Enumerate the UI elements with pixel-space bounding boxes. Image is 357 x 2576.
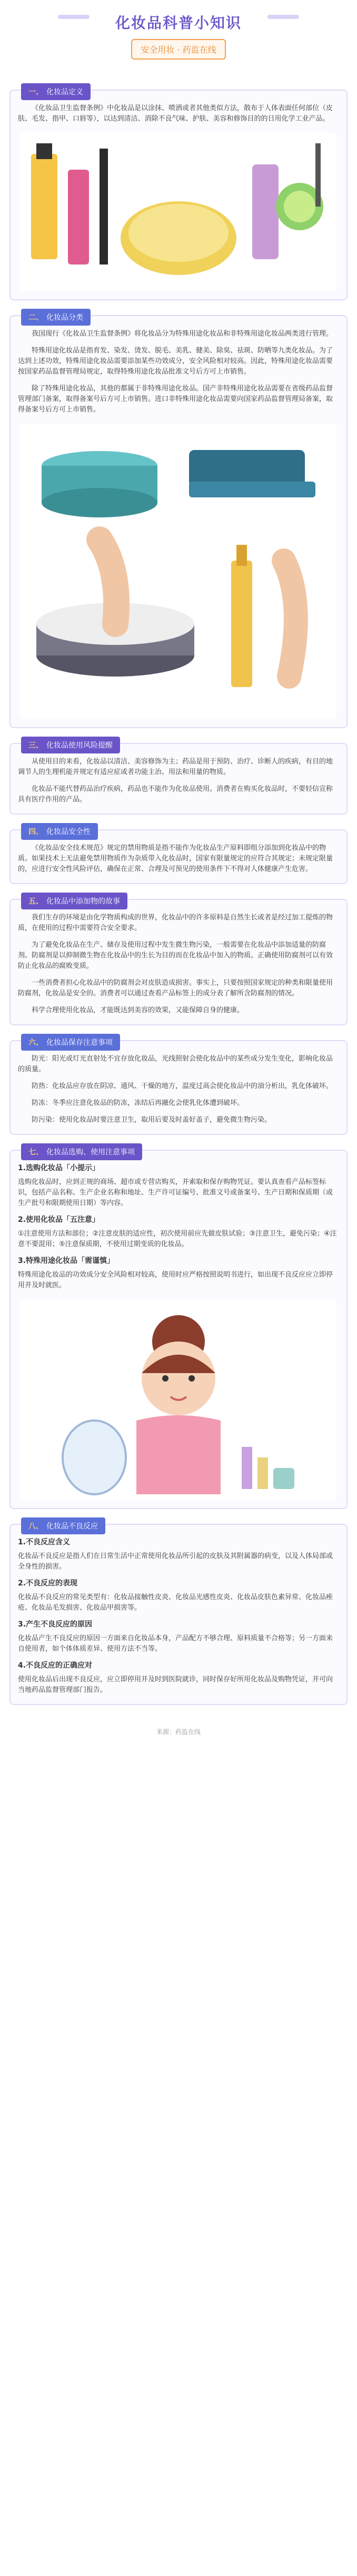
paragraph: 一些消费者担心化妆品中的防腐剂会对皮肤造成损害。事实上，只要按照国家规定的种类和限量使用防腐剂，化妆品是安全的。消费者可以通过查看产品标签上的成分表了解所含防腐剂的情况。 (18, 979, 333, 997)
item-text: 化妆品不良反应是指人们在日常生活中正常使用化妆品所引起的皮肤及其附属器的病变，以及人体局部或全身性的损害。 (18, 1552, 333, 1571)
section-risk-reminder (9, 743, 348, 815)
section-purchase-use (9, 1150, 348, 1509)
item-text: ①注意使用方法和部位；②注意皮肤的适应性，初次使用前应先做皮肤试验；③注意卫生，避免污染；④注意不要混用；⑤注意保质期，不使用过期变质的化妆品。 (18, 1230, 337, 1248)
item-title: 3.产生不良反应的原因 (18, 1620, 93, 1629)
cream-jar-icon (21, 424, 336, 719)
footer-text: 来源：药监在线 (156, 1728, 201, 1736)
section-adverse-reactions (9, 1524, 348, 1705)
girl-icon (21, 1299, 336, 1500)
paragraph: 《化妆品卫生监督条例》中化妆品是以涂抹、喷洒或者其他类似方法，散布于人体表面任何部位（皮肤、毛发、指甲、口唇等），以达到清洁、消除不良气味、护肤、美容和修饰目的的日用化学工业产品。 (18, 104, 333, 123)
paragraph: 科学合理使用化妆品，才能既达到美容的效果，又能保障自身的健康。 (32, 1006, 244, 1014)
paragraph: 我国现行《化妆品卫生监督条例》将化妆品分为特殊用途化妆品和非特殊用途化妆品两类进行管理。 (32, 330, 333, 338)
section-safety (9, 829, 348, 884)
section-tag: 二、 化妆品分类 (21, 309, 91, 326)
girl-illustration (21, 1299, 336, 1500)
item-text: 使用化妆品后出现不良反应，应立即停用并及时到医院就诊，同时保存好所用化妆品及购物凭证，并可向当地药品监督管理部门报告。 (18, 1676, 333, 1694)
section-additives (9, 899, 348, 1025)
section-storage (9, 1040, 348, 1135)
paragraph: 我们生存的环境是由化学物质构成的世界，化妆品中的许多原料是自然生长或者是经过加工提炼的物质，在使用的过程中需要符合安全要求。 (18, 914, 333, 932)
paragraph: 防光：阳光或灯光直射处不宜存放化妆品，光线照射会使化妆品中的某些成分发生变化，影响化妆品的质量。 (18, 1055, 333, 1073)
item-title: 1.不良反应含义 (18, 1538, 71, 1546)
item-title: 2.使用化妆品「五注意」 (18, 1216, 100, 1224)
paragraph: 特殊用途化妆品是指育发、染发、烫发、脱毛、美乳、健美、除臭、祛斑、防晒等九类化妆品。为了达到上述功效，特殊用途化妆品需要添加某些功效成分，安全风险相对较高。因此，特殊用途化妆品需要按国家药品监督管理局规定，取得特殊用途化妆品批准文号后方可上市销售。 (18, 347, 333, 376)
footer (0, 1711, 357, 1790)
paragraph: 《化妆品安全技术规范》规定的禁用物质是指不能作为化妆品生产原料即组分添加到化妆品中的物质。如果技术上无法避免禁用物质作为杂质带入化妆品时，国家有限量规定的应符合其规定；未规定限量的，应进行安全性风险评估，确保在正常、合理及可预见的使用条件下不得对人体健康产生危害。 (18, 844, 333, 873)
section-classification (9, 315, 348, 728)
page-subtitle: 安全用妆 · 药监在线 (131, 39, 225, 60)
section-tag: 一、 化妆品定义 (21, 83, 91, 100)
header (0, 0, 357, 79)
item-title: 4.不良反应的正确应对 (18, 1661, 93, 1670)
section-tag: 六、 化妆品保存注意事项 (21, 1034, 120, 1051)
section-definition (9, 90, 348, 300)
paragraph: 除了特殊用途化妆品，其他的都属于非特殊用途化妆品。国产非特殊用途化妆品需要在省级药品监督管理部门备案，取得备案号后方可上市销售。进口非特殊用途化妆品需要向国家药品监督管理局备案，取得备案号后方可上市销售。 (18, 385, 333, 414)
decor-bar-right (267, 15, 299, 19)
paragraph: 为了避免化妆品在生产、储存及使用过程中发生微生物污染，一般需要在化妆品中添加适量的防腐剂。防腐剂是以抑制微生物在化妆品中的生长为目的而在化妆品中加入的物质。正确使用防腐剂可以有效防止化妆品的腐败变质。 (18, 941, 333, 970)
page-title: 化妆品科普小知识 (115, 14, 242, 32)
section-tag: 四、 化妆品安全性 (21, 823, 98, 840)
decor-bar-left (58, 15, 90, 19)
paragraph: 防污染：使用化妆品时要注意卫生，取用后要及时盖好盖子，避免微生物污染。 (32, 1116, 272, 1124)
item-title: 3.特殊用途化妆品「需谨慎」 (18, 1257, 115, 1265)
section-tag: 五、 化妆品中添加物的故事 (21, 893, 127, 909)
item-title: 2.不良反应的表现 (18, 1579, 78, 1588)
item-text: 特殊用途化妆品的功效成分安全风险相对较高，使用时应严格按照说明书进行，如出现不良反应应立即停用并及时就医。 (18, 1271, 333, 1289)
section-tag: 八、 化妆品不良反应 (21, 1517, 105, 1534)
paragraph: 防热：化妆品应存放在阴凉、通风、干燥的地方，温度过高会使化妆品中的油分析出，乳化体破坏。 (32, 1082, 333, 1090)
cosmetics-icon (21, 133, 336, 291)
section-tag: 三、 化妆品使用风险提醒 (21, 737, 120, 753)
cosmetics-illustration (21, 133, 336, 291)
cream-jars-illustration (21, 424, 336, 719)
item-text: 化妆品不良反应的常见类型有：化妆品接触性皮炎、化妆品光感性皮炎、化妆品皮肤色素异常、化妆品痤疮、化妆品毛发损害、化妆品甲损害等。 (18, 1593, 333, 1612)
paragraph: 防冻：冬季应注意化妆品的防冻，冻结后再融化会使乳化体遭到破坏。 (32, 1099, 244, 1107)
section-tag: 七、 化妆品选购、使用注意事项 (21, 1143, 142, 1160)
item-text: 化妆品产生不良反应的原因一方面来自化妆品本身，产品配方不够合理、原料质量不合格等；另一方面来自使用者，如个体体质差异、使用方法不当等。 (18, 1634, 333, 1653)
paragraph: 从使用目的来看，化妆品以清洁、美容修饰为主；药品是用于预防、治疗、诊断人的疾病，有目的地调节人的生理机能并规定有适应症或者功能主治、用法和用量的物质。 (18, 758, 333, 776)
item-text: 选购化妆品时，应到正规的商场、超市或专营店购买，并索取和保存购物凭证。要认真查看产品标签标识，包括产品名称、生产企业名称和地址、生产许可证编号、批准文号或备案号、生产日期和保质期（或生产批号和限期使用日期）等内容。 (18, 1178, 333, 1207)
paragraph: 化妆品不能代替药品治疗疾病，药品也不能作为化妆品使用。消费者在购买化妆品时，不要轻信宣称具有医疗作用的产品。 (18, 785, 333, 804)
item-title: 1.选购化妆品「小提示」 (18, 1164, 100, 1172)
